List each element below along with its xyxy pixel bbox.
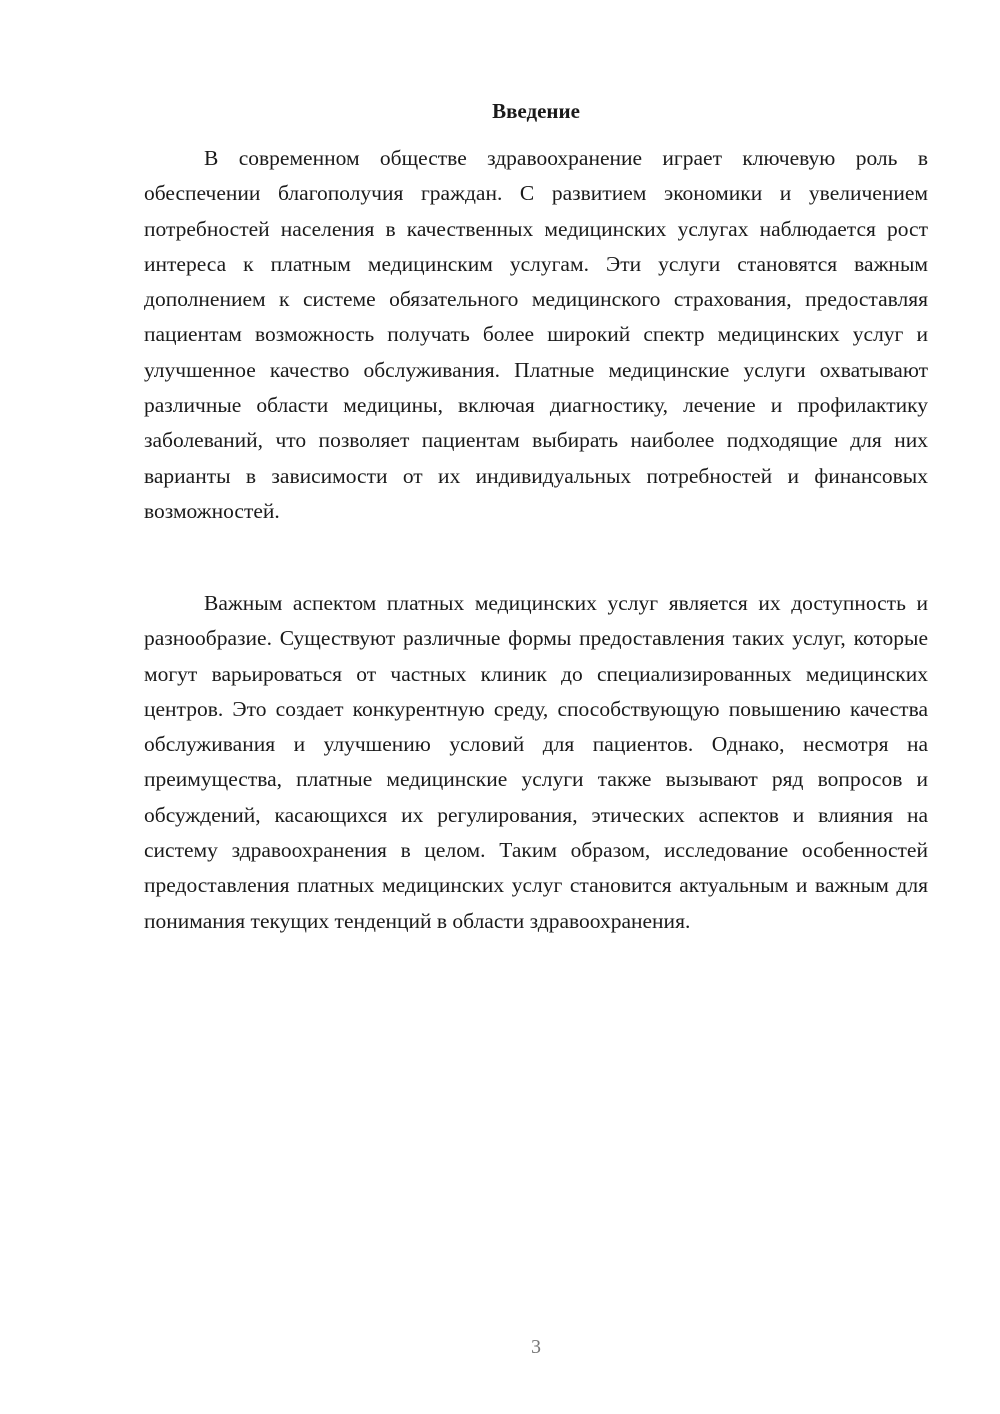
- paragraph: В современном обществе здравоохранение играет ключевую роль в обеспечении благополучия граждан. С развитием экономики и увеличением потребностей населения в качественных медицинских услугах наблюдается рост интереса к платным медицинским услугам. Эти услуги становятся важным дополнением к системе обязательного медицинского страхования, предоставляя пациентам возможность получать более широкий спектр медицинских услуг и улучшенное качество обслуживания. Платные медицинские услуги охватывают различные области медицины, включая диагностику, лечение и профилактику заболеваний, что позволяет пациентам выбирать наиболее подходящие для них варианты в зависимости от их индивидуальных потребностей и финансовых возможностей.: [144, 146, 928, 523]
- paragraph-block-2: [144, 586, 928, 939]
- paragraph: Важным аспектом платных медицинских услуг является их доступность и разнообразие. Существуют различные формы предоставления таких услуг, которые могут варьироваться от частных клиник до специализированных медицинских центров. Это создает конкурентную среду, способствующую повышению качества обслуживания и улучшению условий для пациентов. Однако, несмотря на преимущества, платные медицинские услуги также вызывают ряд вопросов и обсуждений, касающихся их регулирования, этических аспектов и влияния на систему здравоохранения в целом. Таким образом, исследование особенностей предоставления платных медицинских услуг становится актуальным и важным для понимания текущих тенденций в области здравоохранения.: [144, 591, 928, 933]
- page-number: 3: [531, 1336, 541, 1358]
- section-title: Введение: [492, 99, 580, 123]
- paragraph-block-1: [144, 141, 928, 529]
